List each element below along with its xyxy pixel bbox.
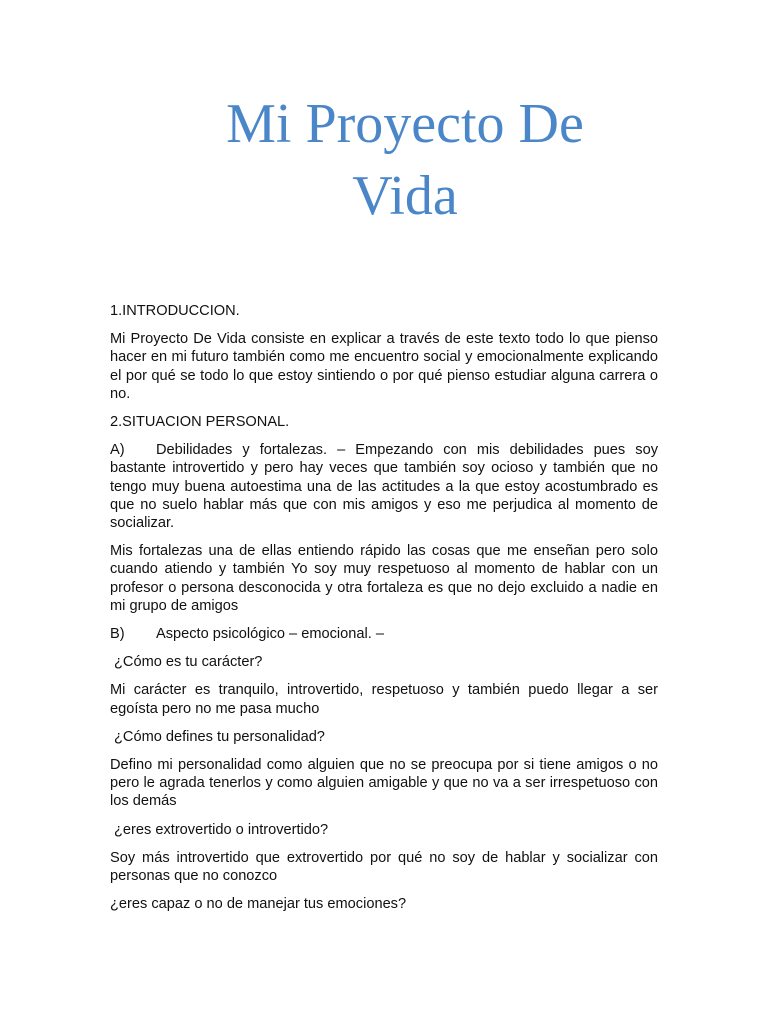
title-line-2: Vida [352, 165, 458, 227]
paragraph-introduccion: Mi Proyecto De Vida consiste en explicar a través de este texto todo lo que pienso hacer en mi futuro también como me encuentro social y emocionalmente explicando el por qué se todo lo que estoy sintiendo o por qué pienso estudiar alguna carrera o no. [110, 331, 658, 402]
answer-extrovertido: Soy más introvertido que extrovertido por qué no soy de hablar y socializar con personas que no conozco [110, 849, 658, 885]
paragraph-fortalezas: Mis fortalezas una de ellas entiendo rápido las cosas que me enseñan pero solo cuando atiendo y también Yo soy muy respetuoso al momento de hablar con un profesor o persona desconocida y otra fortaleza es que no dejo excluido a nadie en mi grupo de amigos [110, 543, 658, 614]
list-marker-b: B) [110, 626, 125, 643]
question-personalidad: ¿Cómo defines tu personalidad? [114, 728, 325, 745]
paragraph-aspecto-text: Aspecto psicológico – emocional. – [156, 626, 384, 643]
section-heading-situacion-personal: 2.SITUACION PERSONAL. [110, 414, 290, 431]
section-heading-introduccion: 1.INTRODUCCION. [110, 303, 240, 319]
paragraph-debilidades-fortalezas [110, 441, 658, 532]
paragraph-aspecto-psicologico [110, 625, 658, 643]
title-line-1: Mi Proyecto De [226, 93, 584, 155]
answer-personalidad: Defino mi personalidad como alguien que no se preocupa por si tiene amigos o no pero le agrada tenerlos y como alguien amigable y que no va a ser irrespetuoso con los demás [110, 757, 658, 810]
question-extrovertido: ¿eres extrovertido o introvertido? [114, 821, 329, 838]
document-title [110, 88, 700, 232]
question-emociones: ¿eres capaz o no de manejar tus emociones? [110, 896, 407, 913]
document-body [110, 302, 658, 923]
paragraph-debilidades-text: Debilidades y fortalezas. – Empezando con mis debilidades pues soy bastante introvertido y pero hay veces que también soy ocioso y también que no tengo muy buena autoestima una de las actitudes a la que estoy acostumbrado es que no suelo hablar más que con mis amigos y eso me perjudica al momento de socializar. [110, 442, 658, 532]
answer-caracter: Mi carácter es tranquilo, introvertido, respetuoso y también puedo llegar a ser egoísta pero no me pasa mucho [110, 682, 658, 717]
question-caracter: ¿Cómo es tu carácter? [114, 654, 263, 671]
list-marker-a: A) [110, 442, 125, 459]
